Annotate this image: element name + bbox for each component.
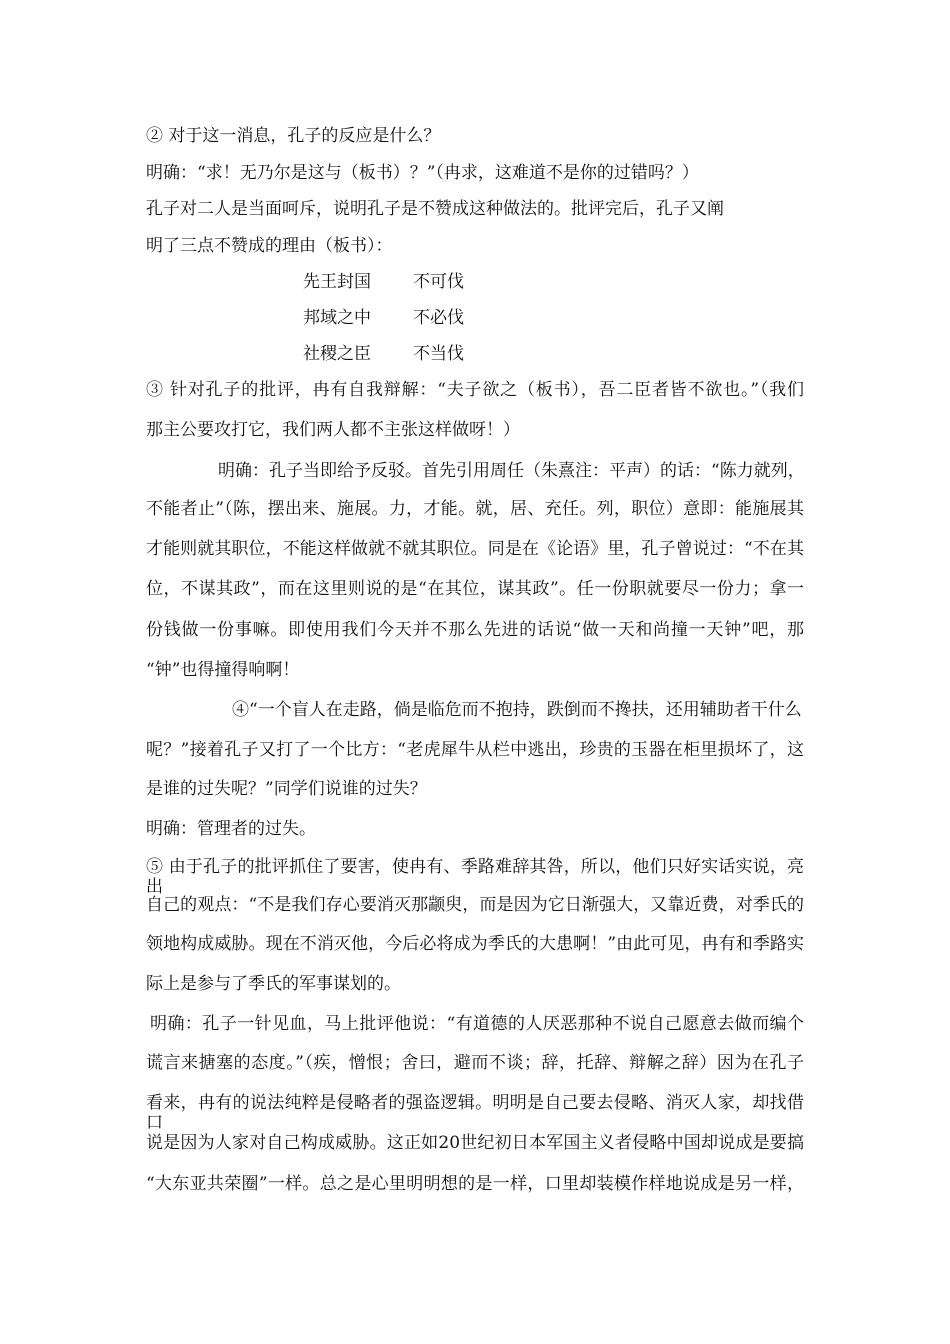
paragraph-line: 说是因为人家对自己构成威胁。这正如20世纪初日本军国主义者侵略中国却说成是要搞	[146, 1133, 804, 1153]
reason-cell: 邦域之中	[303, 308, 371, 328]
question-5: ⑤ 由于孔子的批评抓住了要害，使冉有、季路难辞其咎，所以，他们只好实话实说，亮出	[146, 857, 804, 897]
paragraph-line: 孔子对二人是当面呵斥，说明孔子是不赞成这种做法的。批评完后，孔子又阐	[146, 199, 724, 219]
paragraph-line: “钟”也得撞得响啊！	[146, 660, 300, 680]
paragraph-line: 呢？”接着孔子又打了一个比方：“老虎犀牛从栏中逃出，珍贵的玉器在柜里损坏了，这	[146, 740, 804, 760]
paragraph-line: 才能则就其职位，不能这样做就不就其职位。同是在《论语》里，孔子曾说过：“不在其	[146, 539, 804, 559]
reason-cell: 不当伐	[413, 344, 464, 364]
answer-line: 明确：孔子当即给予反驳。首先引用周任（朱熹注：平声）的话：“陈力就列，	[218, 461, 805, 481]
paragraph-line: 位，不谋其政”，而在这里则说的是“在其位，谋其政”。任一份职就要尽一份力；拿一	[146, 579, 804, 599]
paragraph-line: 领地构成威胁。现在不消灭他，今后必将成为季氏的大患啊！”由此可见，冉有和季路实	[146, 934, 804, 954]
answer-line: 明确：孔子一针见血，马上批评他说：“有道德的人厌恶那种不说自己愿意去做而编个	[150, 1014, 804, 1034]
answer-line: 明确：管理者的过失。	[146, 819, 316, 839]
paragraph-line: 际上是参与了季氏的军事谋划的。	[146, 974, 401, 994]
reason-cell: 不可伐	[413, 272, 464, 292]
paragraph-line: 谎言来搪塞的态度。”（疾，憎恨；舍曰，避而不谈；辞，托辞、辩解之辞）因为在孔子	[146, 1053, 804, 1073]
reason-cell: 不必伐	[413, 308, 464, 328]
paragraph-line: 份钱做一份事嘛。即使用我们今天并不那么先进的话说“做一天和尚撞一天钟”吧，那	[146, 620, 804, 640]
answer-line: 明确：“求！无乃尔是这与（板书）？”（冉求，这难道不是你的过错吗？）	[146, 163, 699, 183]
paragraph-line: 不能者止”（陈，摆出来、施展。力，才能。就，居、充任。列，职位）意即：能施展其	[146, 499, 804, 519]
reason-cell: 社稷之臣	[303, 344, 371, 364]
reason-row	[303, 308, 464, 328]
paragraph-line: 自己的观点：“不是我们存心要消灭那颛臾，而是因为它日渐强大，又靠近费，对季氏的	[146, 895, 804, 915]
reason-row	[303, 272, 464, 292]
question-2: ② 对于这一消息，孔子的反应是什么？	[146, 126, 441, 146]
reason-row	[303, 344, 464, 364]
paragraph-line: 看来，冉有的说法纯粹是侵略者的强盗逻辑。明明是自己要去侵略、消灭人家，却找借口	[146, 1093, 804, 1133]
paragraph-line: 明了三点不赞成的理由（板书）：	[146, 236, 393, 256]
question-4: ④“一个盲人在走路，倘是临危而不抱持，跌倒而不搀扶，还用辅助者干什么	[232, 700, 802, 720]
paragraph-line: 那主公要攻打它，我们两人都不主张这样做呀！）	[146, 420, 520, 440]
reason-cell: 先王封国	[303, 272, 371, 292]
paragraph-line: 是谁的过失呢？”同学们说谁的过失？	[146, 779, 427, 799]
question-3: ③ 针对孔子的批评，冉有自我辩解：“夫子欲之（板书），吾二臣者皆不欲也。”（我们	[146, 380, 804, 400]
paragraph-line: “大东亚共荣圈”一样。总之是心里明明想的是一样，口里却装模作样地说成是另一样，	[146, 1174, 804, 1194]
